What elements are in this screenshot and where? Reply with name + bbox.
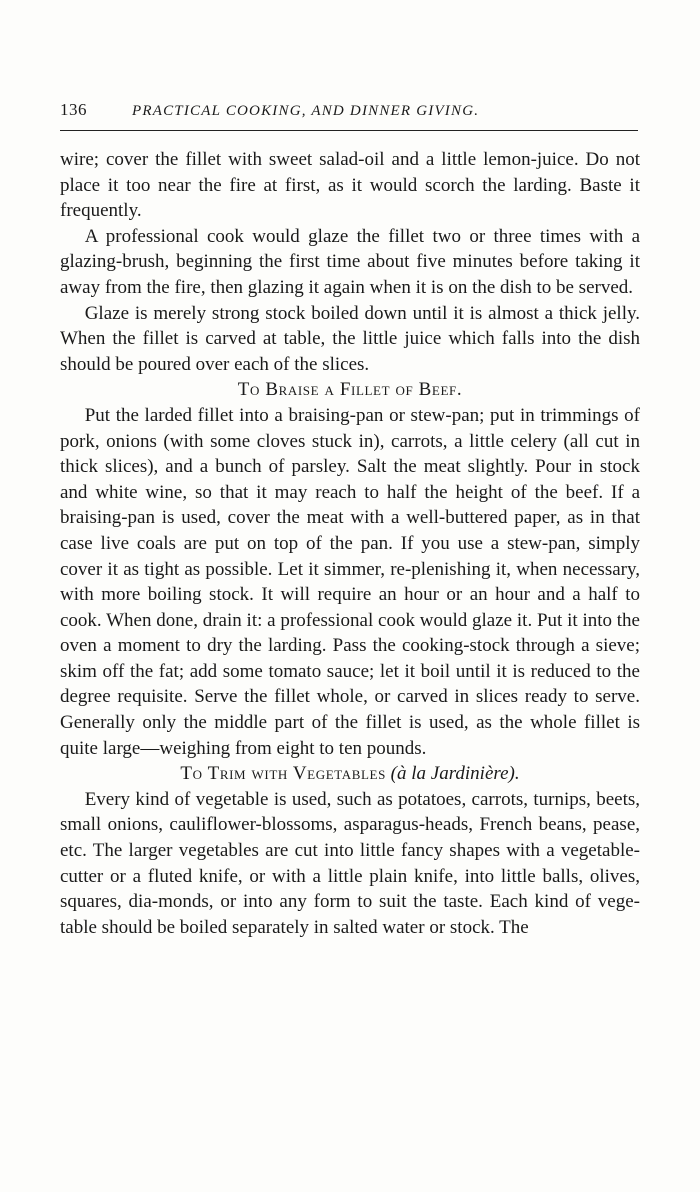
page-number: 136 xyxy=(60,100,87,119)
running-title: PRACTICAL COOKING, AND DINNER GIVING. xyxy=(132,103,480,119)
header-rule xyxy=(60,130,638,131)
section-heading-trim xyxy=(60,761,640,787)
section-heading-braise: To Braise a Fillet of Beef. xyxy=(237,379,463,401)
page-body xyxy=(60,147,640,940)
paragraph-glaze-definition: Glaze is merely strong stock boiled down until it is almost a thick jelly. When the fillet is carved at table, the little juice which falls into the dish should be poured over each of the slices. xyxy=(60,302,640,375)
section-heading-trim-main: To Trim with Vegetables xyxy=(180,763,386,785)
paragraph-glazing: A professional cook would glaze the fillet two or three times with a glazing-brush, beginning the first time about five minutes before taking it away from the fire, then glazing it again when it is on the dish to be served. xyxy=(60,225,640,298)
running-header xyxy=(60,100,640,124)
book-page xyxy=(60,100,640,940)
paragraph-braise: Put the larded fillet into a braising-pan or stew-pan; put in trimmings of pork, onions (with some cloves stuck in), carrots, a little celery (all cut in thick slices), and a bunch of parsley. Salt the meat slightly. Pour in stock and white wine, so that it may reach to half the height of the beef. If a braising-pan is used, cover the meat with a well-buttered paper, as in that case live coals are put on top of the pan. If you use a stew-pan, simply cover it as tight as possible. Let it simmer, re-plenishing it, when necessary, with more boiling stock. It will require an hour or an hour and a half to cook. When done, drain it: a professional cook would glaze it. Put it into the oven a moment to dry the larding. Pass the cooking-stock through a sieve; skim off the fat; add some tomato sauce; let it boil until it is reduced to the degree requisite. Serve the fillet whole, or carved in slices ready to serve. Generally only the middle part of the fillet is used, as the whole fillet is quite large—weighing from eight to ten pounds. xyxy=(60,404,640,759)
paragraph-vegetables: Every kind of vegetable is used, such as potatoes, carrots, turnips, beets, small onions, cauliflower-blossoms, asparagus-heads, French beans, pease, etc. The larger vegetables are cut into little fancy shapes with a vegetable-cutter or a fluted knife, or with a little plain knife, into little balls, olives, squares, dia-monds, or into any form to suit the taste. Each kind of vege-table should be boiled separately in salted water or stock. The xyxy=(60,788,640,938)
paragraph-continuation: wire; cover the fillet with sweet salad-oil and a little lemon-juice. Do not place it too near the fire at first, as it would scorch the larding. Baste it frequently. xyxy=(60,149,640,222)
section-heading-trim-paren: (à la Jardinière). xyxy=(390,763,520,785)
